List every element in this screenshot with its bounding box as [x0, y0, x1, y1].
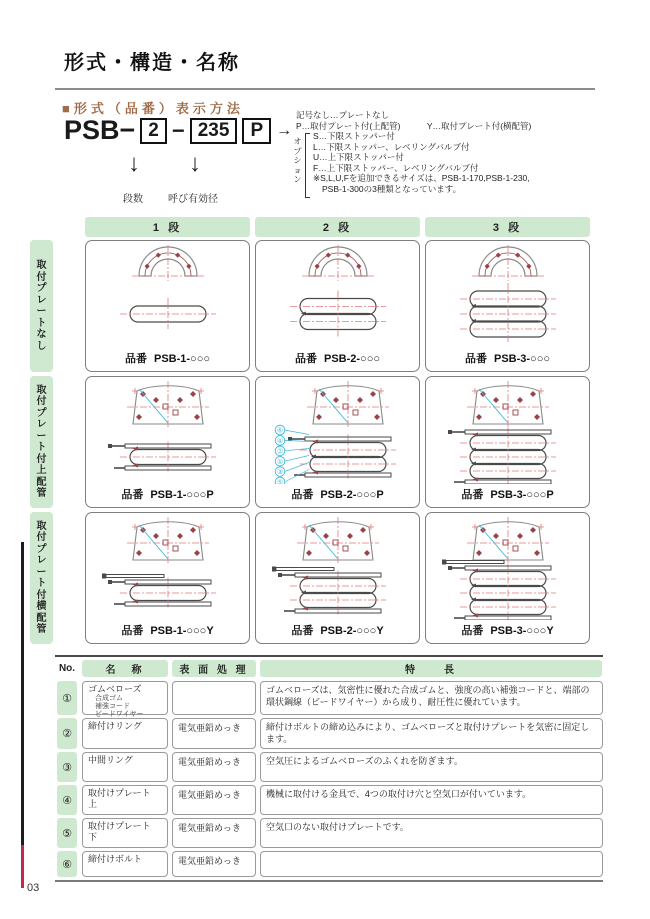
part-name-cell: 中間リング	[82, 752, 168, 782]
parts-table-bottom-rule	[55, 880, 603, 882]
part-code	[426, 622, 589, 638]
svg-text:①: ①	[276, 458, 284, 466]
parts-row	[55, 681, 603, 718]
bellows-diagram	[86, 242, 248, 348]
code-label: 品番	[121, 489, 144, 501]
bellows-diagram	[86, 378, 248, 484]
code-label: 品番	[125, 353, 147, 365]
code-label: 品番	[461, 489, 484, 501]
svg-text:②: ②	[276, 448, 284, 456]
row-header-plate-top: 取付プレート付 上配管	[30, 376, 53, 508]
option-note: ※S,L,U,Fを追加できるサイズは、PSB-1-170,PSB-1-230,	[313, 173, 530, 184]
matrix-cell	[85, 376, 250, 508]
formula-stage-box: 2	[140, 118, 167, 144]
header-name: 名 称	[82, 660, 168, 677]
part-name-cell: ゴムベローズ 合成ゴム 補強コード ビードワイヤー	[82, 681, 168, 715]
surface-cell: 電気亜鉛めっき	[172, 818, 256, 848]
parts-row	[55, 785, 603, 815]
options-list	[313, 131, 530, 195]
formula-dash: −	[171, 117, 185, 143]
bellows-diagram	[426, 378, 588, 484]
formula-prefix: PSB−	[64, 115, 136, 145]
matrix-cell	[425, 240, 590, 372]
surface-cell: 電気亜鉛めっき	[172, 718, 256, 749]
svg-text:③: ③	[276, 469, 284, 477]
formula-bore-box: 235	[190, 118, 238, 144]
feature-cell: 空気圧によるゴムベローズのふくれを防ぎます。	[260, 752, 603, 782]
parts-row	[55, 851, 603, 877]
svg-text:⑥: ⑥	[276, 427, 284, 435]
formula-option-box: P	[242, 118, 271, 144]
option-item: F…上下限ストッパー、レベリングバルブ付	[313, 162, 479, 173]
code-value: PSB-1-○○○	[154, 353, 210, 365]
part-code	[256, 350, 419, 366]
parts-table-top-rule	[55, 655, 603, 657]
row-number-badge: ②	[57, 718, 77, 749]
options-bracket	[305, 133, 310, 198]
part-code	[256, 486, 419, 502]
svg-text:⑤: ⑤	[276, 479, 284, 484]
parts-row	[55, 818, 603, 848]
feature-cell: 締付けボルトの締め込みにより、ゴムベローズと取付けプレートを気密に固定します。	[260, 718, 603, 749]
row-number-badge: ④	[57, 785, 77, 815]
option-note: PSB-1-300の3種類となっています。	[322, 183, 462, 194]
part-name-cell: 締付けボルト	[82, 851, 168, 877]
code-label: 品番	[465, 353, 487, 365]
surface-cell: 電気亜鉛めっき	[172, 752, 256, 782]
legend-y-line: Y…取付プレート付(横配管)	[426, 121, 532, 131]
bellows-diagram	[426, 242, 588, 348]
bore-label: 呼び有効径	[168, 194, 218, 205]
section-heading: ■形式（品番）表示方法	[62, 101, 244, 116]
matrix-cell	[255, 512, 420, 644]
surface-cell: 電気亜鉛めっき	[172, 785, 256, 815]
parts-row	[55, 752, 603, 782]
left-edge-bar-red	[21, 845, 24, 888]
bellows-diagram	[256, 378, 418, 484]
column-header-3dan: 3 段	[425, 217, 590, 237]
code-value: PSB-3-○○○	[494, 353, 550, 365]
part-code	[86, 486, 249, 502]
code-label: 品番	[295, 353, 317, 365]
left-edge-bar	[21, 542, 24, 845]
column-header-1dan: 1 段	[85, 217, 250, 237]
row-header-no-plate: 取付プレートなし	[30, 240, 53, 372]
surface-cell: 電気亜鉛めっき	[172, 851, 256, 877]
bellows-diagram	[256, 242, 418, 348]
code-value: PSB-1-○○○P	[150, 489, 214, 501]
code-value: PSB-2-○○○P	[320, 489, 384, 501]
column-header-2dan: 2 段	[255, 217, 420, 237]
code-value: PSB-2-○○○Y	[320, 625, 384, 637]
code-value: PSB-2-○○○	[324, 353, 380, 365]
matrix-cell	[85, 240, 250, 372]
feature-cell: ゴムベローズは、気密性に優れた合成ゴムと、強度の高い補強コードと、端部の環状鋼線（ビードワイヤー）から成り、耐圧性に優れています。	[260, 681, 603, 715]
part-code	[426, 486, 589, 502]
part-code	[426, 350, 589, 366]
right-arrow-icon: →	[276, 121, 293, 139]
matrix-cell	[255, 376, 420, 508]
row-number-badge: ⑥	[57, 851, 77, 877]
matrix-cell	[85, 512, 250, 644]
model-code-formula	[64, 115, 292, 146]
part-name-cell: 取付けプレート 下	[82, 818, 168, 848]
part-code	[86, 622, 249, 638]
parts-row	[55, 718, 603, 749]
code-label: 品番	[461, 625, 484, 637]
row-number-badge: ⑤	[57, 818, 77, 848]
stage-label: 段数	[123, 194, 143, 205]
bellows-diagram	[256, 514, 418, 620]
page-number: 03	[27, 882, 40, 894]
code-label: 品番	[121, 625, 144, 637]
page-title: 形式・構造・名称	[64, 52, 240, 74]
part-code	[256, 622, 419, 638]
svg-text:④: ④	[276, 438, 284, 445]
down-arrow-icon: ↓	[128, 150, 140, 177]
option-item: S…下限ストッパー付	[313, 131, 395, 141]
row-number-badge: ③	[57, 752, 77, 782]
option-item: U…上下限ストッパー付	[313, 152, 404, 163]
bellows-diagram	[86, 514, 248, 620]
matrix-cell	[425, 512, 590, 644]
row-number-badge: ①	[57, 681, 77, 715]
surface-cell	[172, 681, 256, 715]
down-arrow-icon: ↓	[189, 150, 201, 177]
feature-cell	[260, 851, 603, 877]
option-item: L…下限ストッパー、レベリングバルブ付	[313, 141, 470, 152]
title-rule	[55, 88, 595, 90]
part-name-cell: 取付けプレート 上	[82, 785, 168, 815]
code-value: PSB-3-○○○P	[490, 489, 554, 501]
row-header-plate-side: 取付プレート付 横配管	[30, 512, 53, 644]
matrix-cell	[425, 376, 590, 508]
code-value: PSB-1-○○○Y	[150, 625, 214, 637]
legend-p-line: P…取付プレート付(上配管)	[296, 121, 401, 131]
matrix-cell	[255, 240, 420, 372]
bellows-diagram	[426, 514, 588, 620]
part-code	[86, 350, 249, 366]
header-no: No.	[58, 663, 76, 674]
header-feature: 特 長	[260, 660, 602, 677]
code-value: PSB-3-○○○Y	[490, 625, 554, 637]
options-label: オプション	[293, 137, 302, 184]
header-surface: 表 面 処 理	[172, 660, 256, 677]
part-name-cell: 締付けリング	[82, 718, 168, 749]
feature-cell: 空気口のない取付けプレートです。	[260, 818, 603, 848]
legend-no-symbol: 記号なし…プレートなし	[296, 110, 390, 120]
code-label: 品番	[291, 625, 314, 637]
feature-cell: 機械に取付ける金具で、4つの取付け穴と空気口が付いています。	[260, 785, 603, 815]
code-label: 品番	[291, 489, 314, 501]
